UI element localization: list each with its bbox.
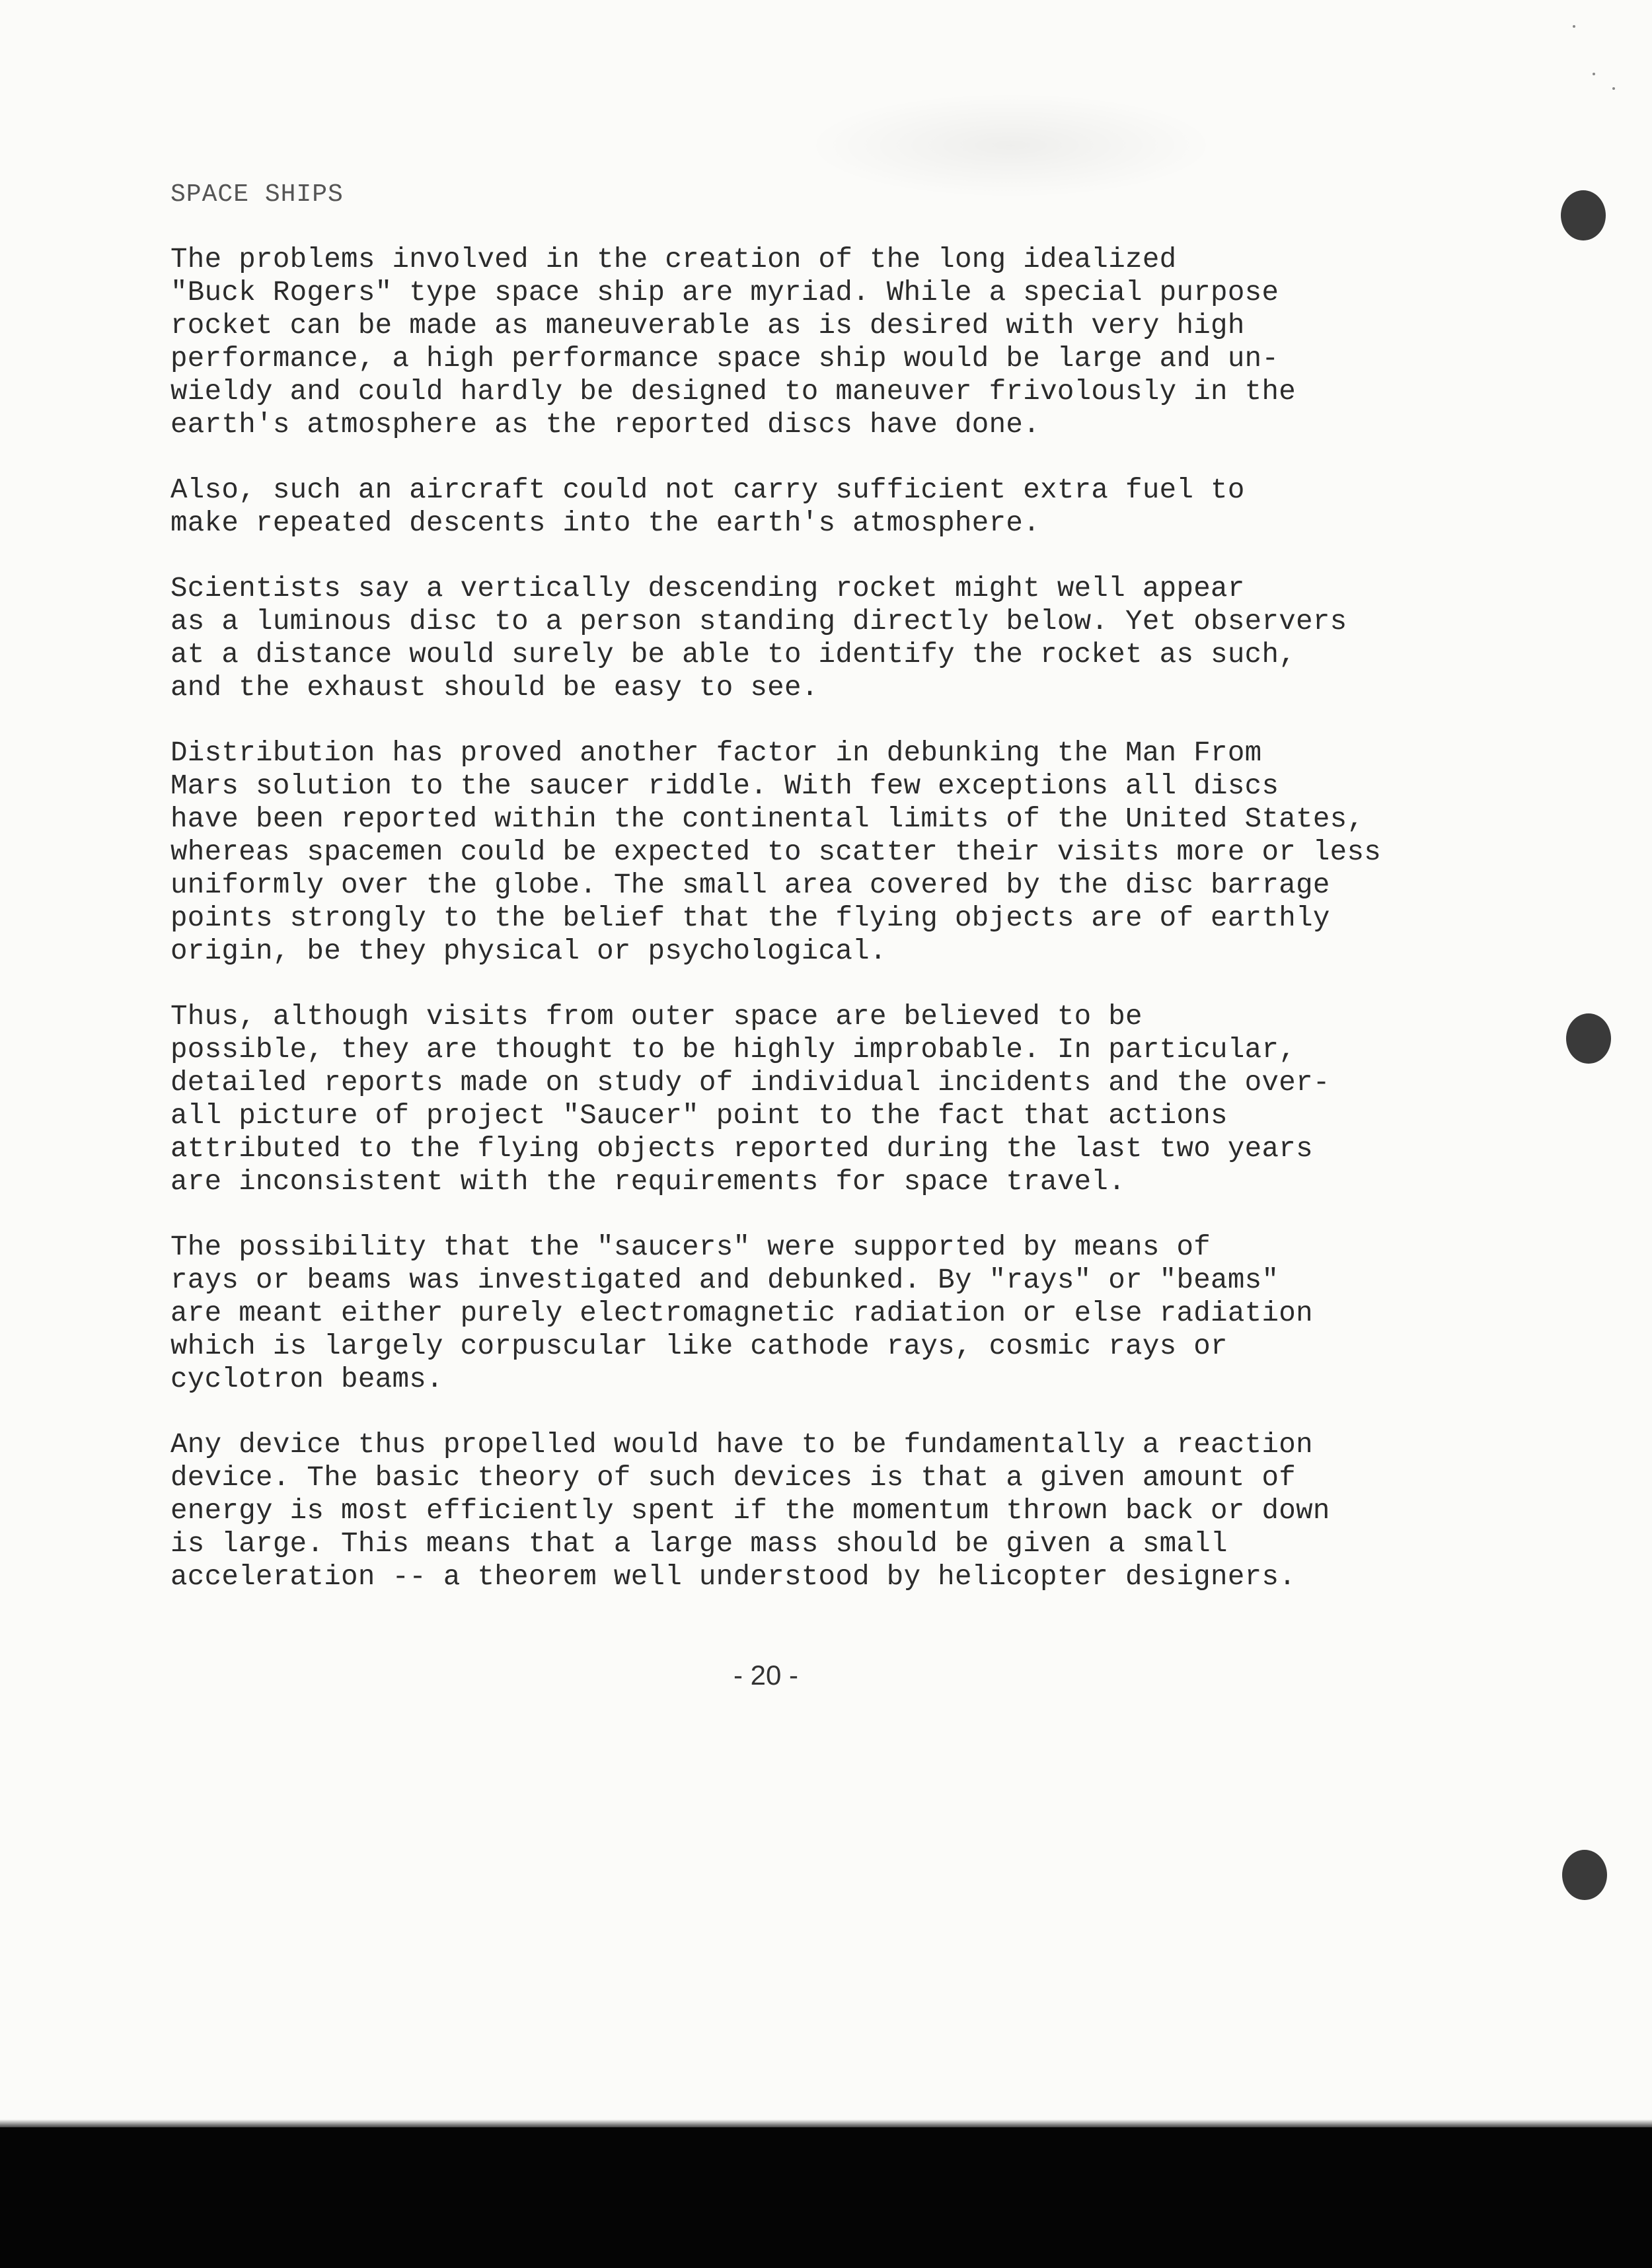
page-number: - 20 -	[733, 1660, 799, 1691]
punch-hole-icon	[1562, 1850, 1607, 1900]
punch-hole-icon	[1566, 1013, 1611, 1064]
scanner-background	[0, 2127, 1652, 2268]
paragraph: Thus, although visits from outer space are believed to be possible, they are thought to be highly improbable. In particular, detailed reports made on study of individual incidents and the over- all picture of project "Saucer" point to the fact that actions attributed to the flying objects reported during the last two years are inconsistent with the requirements for space travel.	[170, 1001, 1330, 1198]
scan-speck	[1612, 87, 1615, 90]
scan-speck	[1593, 73, 1595, 75]
page-title: SPACE SHIPS	[170, 180, 344, 209]
paragraph: Scientists say a vertically descending rocket might well appear as a luminous disc to a person standing directly below. Yet observers at a distance would surely be able to identify the rocket as such, and the exhaust should be easy to see.	[170, 573, 1347, 704]
punch-hole-icon	[1561, 190, 1606, 240]
paragraph: Also, such an aircraft could not carry sufficient extra fuel to make repeated descents into the earth's atmosphere.	[170, 474, 1245, 539]
paragraph: Distribution has proved another factor in debunking the Man From Mars solution to the saucer riddle. With few exceptions all discs have been reported within the continental limits of the United States, whereas spacemen could be expected to scatter their visits more or less uniformly over the globe. The small area covered by the disc barrage points strongly to the belief that the flying objects are of earthly origin, be they physical or psychological.	[170, 737, 1382, 967]
scan-speck	[1573, 25, 1575, 28]
paragraph: The problems involved in the creation of the long idealized "Buck Rogers" type space ship are myriad. While a special purpose rocket can be made as maneuverable as is desired with very high performance, a high performance space ship would be large and un- wieldy and could hardly be designed to maneuver frivolously in the earth's atmosphere as the reported discs have done.	[170, 244, 1296, 441]
paragraph: The possibility that the "saucers" were supported by means of rays or beams was investigated and debunked. By "rays" or "beams" are meant either purely electromagnetic radiation or else radiation which is largely corpuscular like cathode rays, cosmic rays or cyclotron beams.	[170, 1231, 1313, 1395]
typed-text-body	[170, 178, 1624, 1626]
paragraph: Any device thus propelled would have to be fundamentally a reaction device. The basic theory of such devices is that a given amount of energy is most efficiently spent if the momentum thrown back or down is large. This means that a large mass should be given a small acceleration -- a theorem well understood by helicopter designers.	[170, 1429, 1330, 1593]
